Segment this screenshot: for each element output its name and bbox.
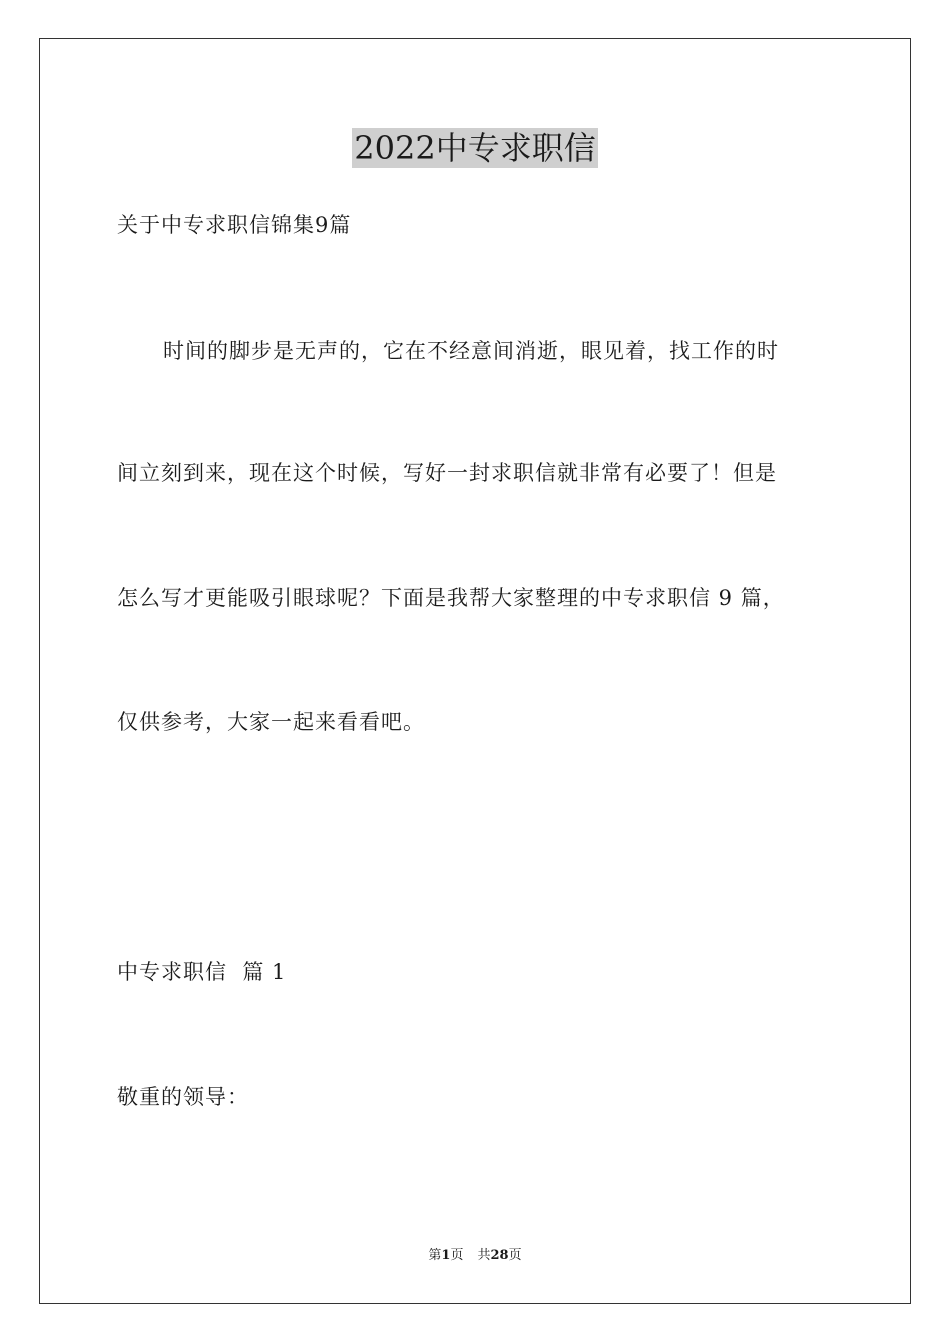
footer-page-prefix: 第 <box>428 1248 442 1263</box>
footer-page-suffix: 页 <box>450 1248 464 1263</box>
intro-line-2: 间立刻到来，现在这个时候，写好一封求职信就非常有必要了！但是 <box>117 461 777 485</box>
intro-line-1: 时间的脚步是无声的，它在不经意间消逝，眼见着，找工作的时 <box>163 339 779 363</box>
footer-total-prefix: 共 <box>477 1248 491 1263</box>
footer-total-pages: 28 <box>490 1248 509 1263</box>
footer-page-number: 1 <box>441 1248 451 1263</box>
page-footer <box>0 1247 950 1265</box>
footer-total-suffix: 页 <box>508 1248 522 1263</box>
section-heading: 中专求职信 篇 1 <box>117 960 287 984</box>
title-wrap <box>0 128 950 168</box>
intro-line-3: 怎么写才更能吸引眼球呢？下面是我帮大家整理的中专求职信 9 篇， <box>117 586 785 610</box>
document-title: 2022中专求职信 <box>354 129 596 167</box>
intro-line-4: 仅供参考，大家一起来看看吧。 <box>117 710 425 734</box>
salutation: 敬重的领导： <box>117 1085 249 1109</box>
document-subtitle: 关于中专求职信锦集9篇 <box>117 213 352 237</box>
